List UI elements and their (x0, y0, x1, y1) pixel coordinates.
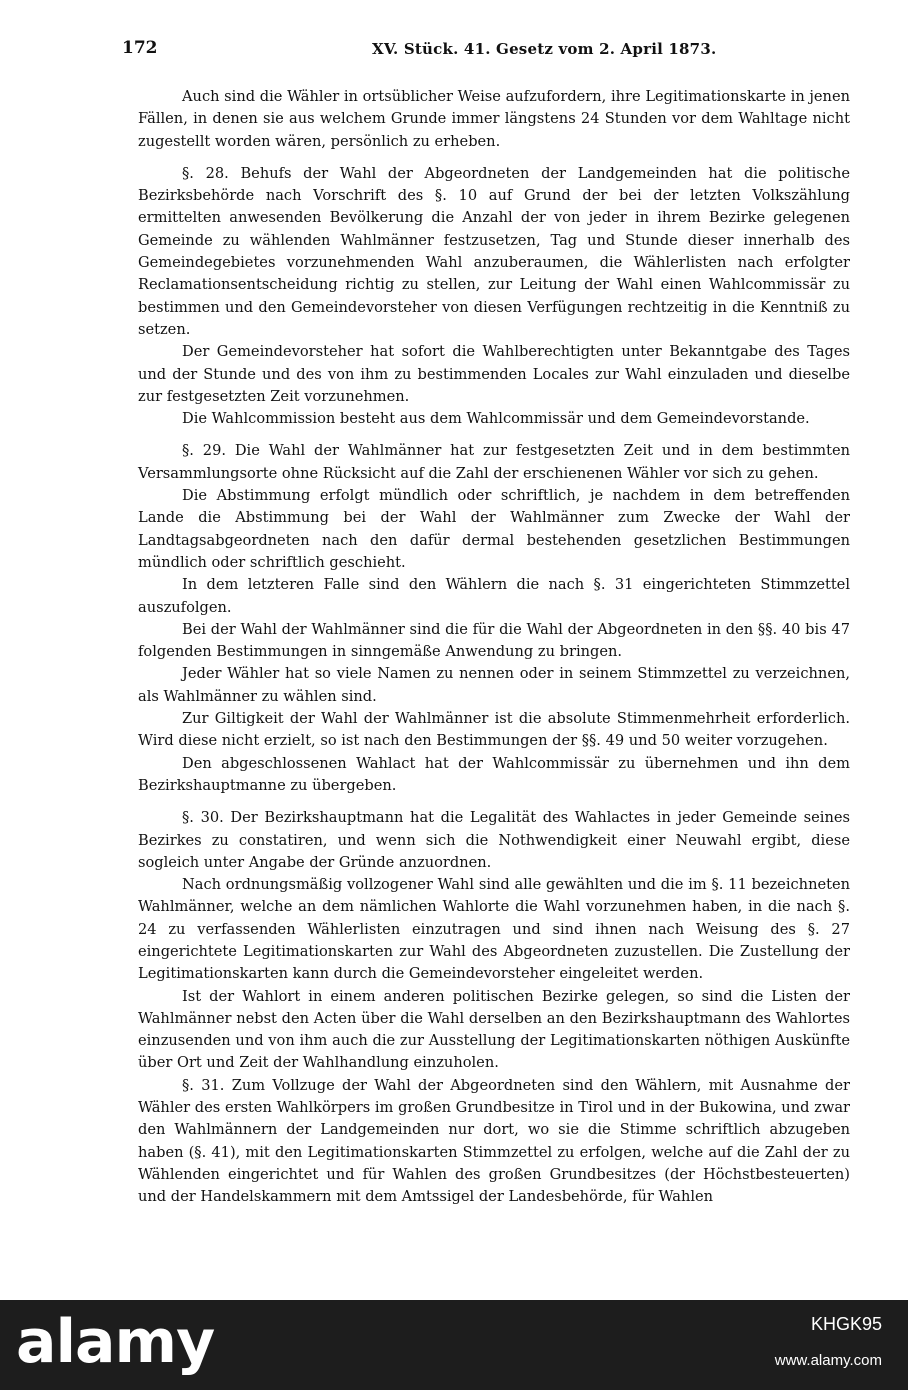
paragraph-wahlort: Ist der Wahlort in einem anderen politischen Bezirke gelegen, so sind die Listen der Wahlmänner nebst den Acten über die Wahl derselben an den Bezirkshauptmann des Wahlortes einzusenden und von ihm auch die zur Ausstellung der Legitimationskarten nöthigen Auskünfte über Ort und Zeit der Wahlhandlung einzuholen. (138, 987, 850, 1072)
paragraph-stimmzettel: In dem letzteren Falle sind den Wählern die nach §. 31 eingerichteten Stimmzettel auszufolgen. (138, 576, 850, 616)
paragraph-wahlcommission: Die Wahlcommission besteht aus dem Wahlcommissär und dem Gemeindevorstande. (182, 410, 810, 428)
paragraph-section-28: §. 28. Behufs der Wahl der Abgeordneten der Landgemeinden hat die politische Bezirksbehörde nach Vorschrift des §. 10 auf Grund der bei der letzten Volkszählung ermittelten anwesenden Bevölkerung die Anzahl der von jeder in ihrem Bezirke gelegenen Gemeinde zu wählenden Wahlmänner festzusetzen, Tag und Stunde dieser innerhalb des Gemeindegebietes vorzunehmenden Wahl anzuberaumen, die Wählerlisten nach erfolgter Reclamationsentscheidung richtig zu stellen, zur Leitung der Wahl einen Wahlcommissär zu bestimmen und den Gemeindevorsteher von diesen Verfügungen rechtzeitig in die Kenntniß zu setzen. (138, 164, 850, 338)
paragraph-section-31: §. 31. Zum Vollzuge der Wahl der Abgeordneten sind den Wählern, mit Ausnahme der Wähler des ersten Wahlkörpers im großen Grundbesitze in Tirol und in der Bukowina, und zwar den Wahlmännern der Landgemeinden nur dort, wo sie die Stimme schriftlich abzugeben haben (§. 41), mit den Legitimationskarten Stimmzettel zu erfolgen, welche auf die Zahl der zu Wählenden eingerichtet und für Wahlen des großen Grundbesitzes (der Höchstbesteuerten) und der Handelskammern mit dem Amtssigel der Landesbehörde, für Wahlen (138, 1076, 850, 1206)
paragraph-namen: Jeder Wähler hat so viele Namen zu nennen oder in seinem Stimmzettel zu verzeichnen, als Wahlmänner zu wählen sind. (138, 665, 850, 705)
paragraph-wahlact: Den abgeschlossenen Wahlact hat der Wahlcommissär zu übernehmen und ihn dem Bezirkshauptmanne zu übergeben. (138, 754, 850, 794)
page-number: 172 (122, 38, 158, 58)
running-head: XV. Stück. 41. Gesetz vom 2. April 1873. (372, 40, 717, 58)
image-id: KHGK95 (810, 1314, 882, 1334)
page-header (122, 38, 852, 62)
footer-url: www.alamy.com (774, 1352, 882, 1369)
paragraph-section-29: §. 29. Die Wahl der Wahlmänner hat zur festgesetzten Zeit und in dem bestimmten Versammlungsorte ohne Rücksicht auf die Zahl der erschienenen Wähler vor sich zu gehen. (138, 442, 850, 482)
paragraph-legitimationskarten: Nach ordnungsmäßig vollzogener Wahl sind alle gewählten und die im §. 11 bezeichneten Wahlmänner, welche an dem nämlichen Wahlorte die Wahl vorzunehmen haben, in die nach §. 24 zu verfassenden Wählerlisten einzutragen und sind ihnen nach Weisung des §. 27 eingerichtete Legitimationskarten zur Wahl des Abgeordneten zuzustellen. Die Zustellung der Legitimationskarten kann durch die Gemeindevorsteher eingeleitet werden. (138, 876, 850, 983)
paragraph-gemeindevorsteher: Der Gemeindevorsteher hat sofort die Wahlberechtigten unter Bekanntgabe des Tages und der Stunde und des von ihm zu bestimmenden Locales zur Wahl einzuladen und dieselbe zur festgesetzten Zeit vorzunehmen. (138, 343, 850, 405)
paragraph-section-30: §. 30. Der Bezirkshauptmann hat die Legalität des Wahlactes in jeder Gemeinde seines Bezirkes zu constatiren, und wenn sich die Nothwendigkeit einer Neuwahl ergibt, diese sogleich unter Angabe der Gründe anzuordnen. (138, 809, 850, 871)
body-text (138, 86, 850, 1209)
paragraph-abstimmung: Die Abstimmung erfolgt mündlich oder schriftlich, je nachdem in dem betreffenden Lande die Abstimmung bei der Wahl der Wahlmänner zum Zwecke der Wahl der Landtagsabgeordneten nach den dafür dermal bestehenden gesetzlichen Bestimmungen mündlich oder schriftlich geschieht. (138, 487, 850, 571)
paragraph-bestimmungen: Bei der Wahl der Wahlmänner sind die für die Wahl der Abgeordneten in den §§. 40 bis 47 folgenden Bestimmungen in sinngemäße Anwendung zu bringen. (138, 620, 850, 661)
alamy-logo-text: alamy (16, 1307, 215, 1377)
paragraph-intro: Auch sind die Wähler in ortsüblicher Weise aufzufordern, ihre Legitimationskarte in jenen Fällen, in denen sie aus welchem Grunde immer längstens 24 Stunden vor dem Wahltage nicht zugestellt worden wären, persönlich zu erheben. (138, 88, 850, 150)
alamy-logo (16, 1307, 215, 1377)
stock-photo-footer (0, 1300, 908, 1390)
paragraph-giltigkeit: Zur Giltigkeit der Wahl der Wahlmänner ist die absolute Stimmenmehrheit erforderlich. Wird diese nicht erzielt, so ist nach den Bestimmungen der §§. 49 und 50 weiter vorzugehen. (138, 710, 850, 750)
